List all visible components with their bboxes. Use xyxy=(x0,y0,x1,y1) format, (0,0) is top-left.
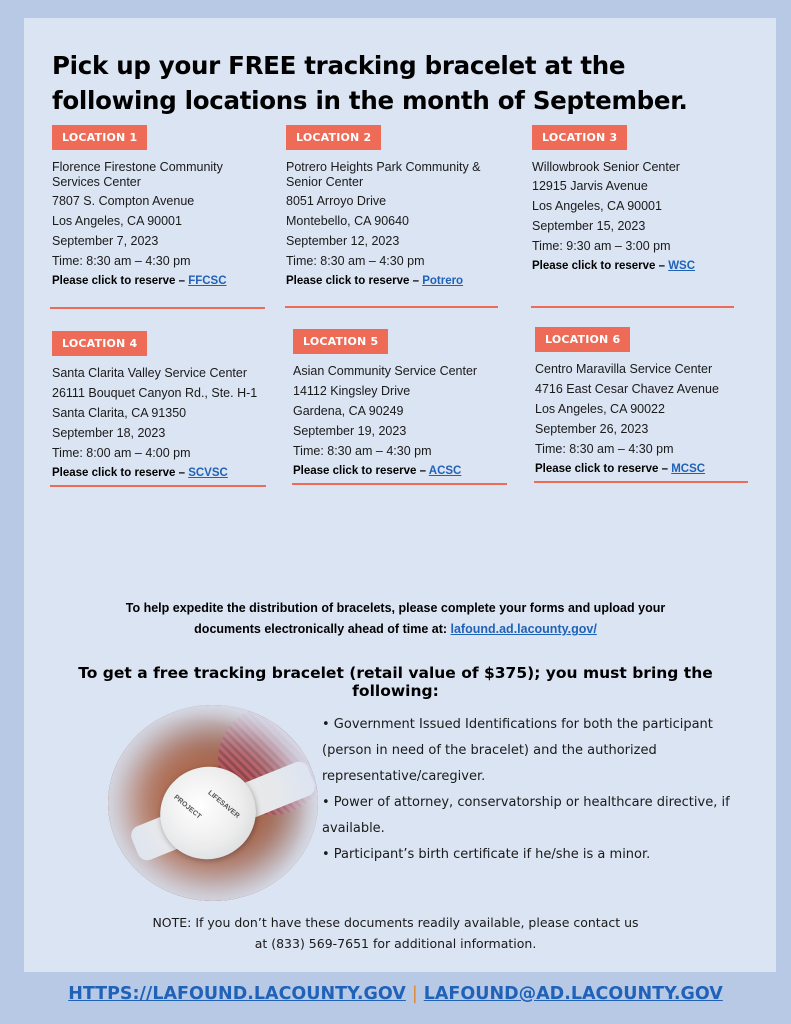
location-card-4 xyxy=(52,331,282,480)
location-address: 7807 S. Compton Avenue xyxy=(52,194,195,208)
location-city: Los Angeles, CA 90001 xyxy=(532,199,662,213)
location-name: Potrero Heights Park Community & Senior Center xyxy=(286,160,481,189)
reserve-link-acsc[interactable]: ACSC xyxy=(428,465,462,477)
requirements-list xyxy=(322,712,742,868)
title-line-1: Pick up your FREE tracking bracelet at the xyxy=(52,51,626,80)
title-line-2: following locations in the month of September. xyxy=(52,86,688,115)
bracelet-photo xyxy=(108,705,318,901)
location-badge: LOCATION 2 xyxy=(286,125,381,150)
expedite-line-1: To help expedite the distribution of bracelets, please complete your forms and upload your xyxy=(125,601,666,615)
location-address: 4716 East Cesar Chavez Avenue xyxy=(535,382,719,396)
reserve-link-scvsc[interactable]: SCVSC xyxy=(188,467,228,479)
list-item: • Participant’s birth certificate if he/she is a minor. xyxy=(322,847,651,862)
location-badge: LOCATION 4 xyxy=(52,331,147,356)
location-time: Time: 8:30 am – 4:30 pm xyxy=(52,254,191,268)
reserve-prefix: Please click to reserve – xyxy=(293,465,429,477)
divider xyxy=(50,307,265,309)
location-date: September 7, 2023 xyxy=(52,234,159,248)
reserve-text xyxy=(532,259,747,273)
location-card-5 xyxy=(293,329,508,478)
location-badge: LOCATION 3 xyxy=(532,125,627,150)
location-date: September 15, 2023 xyxy=(532,219,646,233)
location-name: Santa Clarita Valley Service Center xyxy=(52,366,247,380)
location-city: Santa Clarita, CA 91350 xyxy=(52,406,187,420)
reserve-link-mcsc[interactable]: MCSC xyxy=(671,463,706,475)
reserve-link-potrero[interactable]: Potrero xyxy=(422,275,464,287)
reserve-text xyxy=(52,274,262,288)
device-label-project: PROJECT xyxy=(172,793,203,821)
reserve-prefix: Please click to reserve – xyxy=(535,463,672,475)
location-badge: LOCATION 5 xyxy=(293,329,388,354)
location-address: 26111 Bouquet Canyon Rd., Ste. H-1 xyxy=(52,386,258,400)
location-address: 14112 Kingsley Drive xyxy=(293,384,411,398)
location-time: Time: 8:30 am – 4:30 pm xyxy=(293,444,432,458)
reserve-text xyxy=(293,464,508,478)
location-name: Centro Maravilla Service Center xyxy=(535,362,713,376)
location-name: Asian Community Service Center xyxy=(293,364,478,378)
location-address: 12915 Jarvis Avenue xyxy=(532,179,648,193)
location-card-1 xyxy=(52,125,262,288)
expedite-notice xyxy=(40,598,751,640)
divider xyxy=(50,485,266,487)
divider xyxy=(292,483,507,485)
location-time: Time: 8:30 am – 4:30 pm xyxy=(535,442,674,456)
location-date: September 26, 2023 xyxy=(535,422,649,436)
list-item: • Power of attorney, conservatorship or healthcare directive, if available. xyxy=(322,795,730,836)
location-card-6 xyxy=(535,327,750,476)
location-badge: LOCATION 6 xyxy=(535,327,630,352)
expedite-text: documents electronically ahead of time at: xyxy=(194,622,451,636)
reserve-prefix: Please click to reserve – xyxy=(52,275,189,287)
list-item: • Government Issued Identifications for both the participant (person in need of the bracelet) and the authorized representative/caregiver. xyxy=(322,717,713,784)
footer-separator: | xyxy=(411,984,418,1004)
location-time: Time: 8:00 am – 4:00 pm xyxy=(52,446,191,460)
location-date: September 18, 2023 xyxy=(52,426,166,440)
location-city: Gardena, CA 90249 xyxy=(293,404,404,418)
page-title xyxy=(52,48,752,118)
reserve-link-wsc[interactable]: WSC xyxy=(668,260,696,272)
location-date: September 12, 2023 xyxy=(286,234,400,248)
divider xyxy=(285,306,498,308)
location-name: Willowbrook Senior Center xyxy=(532,160,680,174)
location-name: Florence Firestone Community Services Center xyxy=(52,160,223,189)
photo-vignette xyxy=(108,705,318,901)
location-time: Time: 9:30 am – 3:00 pm xyxy=(532,239,671,253)
footer xyxy=(0,984,791,1004)
location-address: 8051 Arroyo Drive xyxy=(286,194,387,208)
location-date: September 19, 2023 xyxy=(293,424,407,438)
location-city: Los Angeles, CA 90001 xyxy=(52,214,182,228)
location-card-2 xyxy=(286,125,508,288)
note-line-1: NOTE: If you don’t have these documents readily available, please contact us xyxy=(152,915,639,930)
location-city: Los Angeles, CA 90022 xyxy=(535,402,665,416)
reserve-prefix: Please click to reserve – xyxy=(532,260,669,272)
forms-upload-link[interactable]: lafound.ad.lacounty.gov/ xyxy=(450,622,597,636)
reserve-link-ffcsc[interactable]: FFCSC xyxy=(188,275,227,287)
expedite-line-2 xyxy=(40,619,751,640)
reserve-prefix: Please click to reserve – xyxy=(52,467,189,479)
reserve-text xyxy=(286,274,508,288)
location-city: Montebello, CA 90640 xyxy=(286,214,410,228)
footer-email-link[interactable]: LAFOUND@AD.LACOUNTY.GOV xyxy=(423,984,723,1004)
device-label-lifesaver: LIFESAVER xyxy=(206,789,241,820)
divider xyxy=(531,306,734,308)
note-line-2: at (833) 569-7651 for additional information. xyxy=(254,936,537,951)
location-card-3 xyxy=(532,125,747,273)
reserve-prefix: Please click to reserve – xyxy=(286,275,423,287)
requirements-heading: To get a free tracking bracelet (retail value of $375); you must bring the following: xyxy=(78,664,713,700)
divider xyxy=(534,481,748,483)
reserve-text xyxy=(535,462,750,476)
reserve-text xyxy=(52,466,282,480)
contact-note xyxy=(60,912,731,954)
location-time: Time: 8:30 am – 4:30 pm xyxy=(286,254,425,268)
location-badge: LOCATION 1 xyxy=(52,125,147,150)
footer-website-link[interactable]: HTTPS://LAFOUND.LACOUNTY.GOV xyxy=(68,984,406,1004)
